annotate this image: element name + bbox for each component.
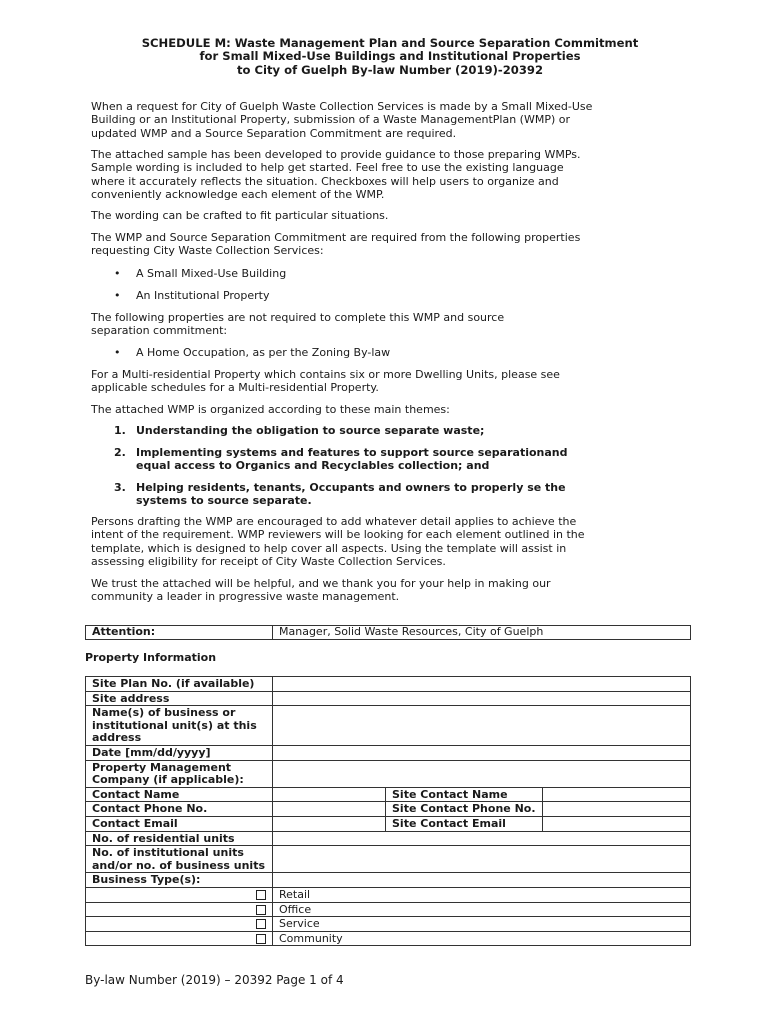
site-contact-phone-field[interactable] — [543, 802, 691, 817]
pm-company-field[interactable] — [273, 760, 691, 787]
bullet-icon: • — [114, 267, 121, 280]
business-types-spacer — [273, 873, 691, 888]
retail-checkbox[interactable] — [256, 890, 266, 900]
attention-table — [85, 625, 691, 640]
property-information-heading: Property Information — [85, 651, 217, 664]
bullet-item: • An Institutional Property — [114, 289, 270, 302]
contact-name-field[interactable] — [273, 787, 386, 802]
service-checkbox[interactable] — [256, 919, 266, 929]
residential-units-label: No. of residential units — [86, 831, 273, 846]
bullet-item: • A Home Occupation, as per the Zoning By-law — [114, 346, 391, 359]
intro-paragraph-8: Persons drafting the WMP are encouraged to add whatever detail applies to achieve the intent of the requirement. WMP reviewers will be looking for each element outlined in the template, which is designed to help cover all aspects. Using the template will assist in assessing eligibility for receipt of City Waste Collection Services. — [91, 515, 585, 569]
residential-units-field[interactable] — [273, 831, 691, 846]
intro-paragraph-1: When a request for City of Guelph Waste Collection Services is made by a Small Mixed-Use Building or an Institutional Property, submission of a Waste ManagementPlan (WMP) or updated WMP and a Source Separation Commitment are required. — [91, 100, 593, 140]
community-checkbox-cell — [86, 931, 273, 946]
retail-checkbox-cell — [86, 887, 273, 902]
business-names-label: Name(s) of business or institutional unit(s) at this address — [86, 706, 273, 746]
office-checkbox-cell — [86, 902, 273, 917]
title-line-3: to City of Guelph By-law Number (2019)-20392 — [236, 62, 544, 77]
community-checkbox[interactable] — [256, 934, 266, 944]
site-contact-phone-label: Site Contact Phone No. — [386, 802, 543, 817]
service-option: Service — [273, 917, 691, 932]
institutional-units-field[interactable] — [273, 846, 691, 873]
site-address-field[interactable] — [273, 691, 691, 706]
contact-phone-label: Contact Phone No. — [86, 802, 273, 817]
date-label: Date [mm/dd/yyyy] — [86, 745, 273, 760]
intro-paragraph-7: The attached WMP is organized according to these main themes: — [91, 403, 450, 416]
service-checkbox-cell — [86, 917, 273, 932]
site-plan-field[interactable] — [273, 677, 691, 692]
document-title — [60, 37, 720, 77]
attention-value: Manager, Solid Waste Resources, City of Guelph — [273, 626, 691, 640]
site-contact-email-label: Site Contact Email — [386, 816, 543, 831]
contact-phone-field[interactable] — [273, 802, 386, 817]
site-contact-email-field[interactable] — [543, 816, 691, 831]
site-contact-name-field[interactable] — [543, 787, 691, 802]
document-page: SCHEDULE M: Waste Management Plan and Source Separation Commitment for Small Mixed-Use Buildings and Institutional Properties to City of Guelph By-law Number (2019)-20392 When a request for City of Guelph Waste Collection Services is made by a Small Mixed-Use Building or an Institutional Property, submission of a Waste ManagementPlan (WMP) or updated WMP and a Source Separation Commitment are required. The attached sample has been developed to provide guidance to those preparing WMPs. Sample wording is included to help get started. Feel free to use the existing language where it accurately reflects the situation. Checkboxes will help users to organize and conveniently acknowledge each element of the WMP. The wording can be crafted to fit particular situations. The WMP and Source Separation Commitment are required from the following properties requesting City Waste Collection Services: • A Small Mixed-Use Building • An Institutional Property The following properties are not required to complete this WMP and source separation commitment: • A Home Occupation, as per the Zoning By-law For a Multi-residential Property which contains six or more Dwelling Units, please see applicable schedules for a Multi-residential Property. The attached WMP is organized according to these main themes: 1. Understanding the obligation to source separate waste; 2. Implementing systems and features to support source separationand equal access to Organics and Recyclables collection; and 3. Helping residents, tenants, Occupants and owners to properly se the systems to source separate. Persons drafting the WMP are encouraged to add whatever detail applies to achieve the intent of the requirement. WMP reviewers will be looking for each element outlined in the template, which is designed to help cover all aspects. Using the template will assist in assessing eligibility for receipt of City Waste Collection Services. We trust the attached will be helpful, and we thank you for your help in making our community a leader in progressive waste management. Attention: Manager, Solid Waste Resources, City of Guelph Property Information Site Plan No. (if available) Site address Name(s) of business or institutional unit(s) at this address Date [mm/dd/yyyy] Property Management Company (if applicable): Contact Name Site Contact Name Contact Phone No. Site Contact Phone No. Contact Email Site Contact Email No. of residential units No. of institutional units and/or no. of business units Business Type(s): Retail Office Service Community By-law Number (2019) – 20392 Page 1 of 4 — [0, 0, 770, 1024]
site-plan-label: Site Plan No. (if available) — [86, 677, 273, 692]
bullet-icon: • — [114, 289, 121, 302]
bullet-icon: • — [114, 346, 121, 359]
intro-paragraph-5: The following properties are not required to complete this WMP and source separation commitment: — [91, 311, 505, 338]
site-contact-name-label: Site Contact Name — [386, 787, 543, 802]
title-line-1: SCHEDULE M: Waste Management Plan and Source Separation Commitment — [141, 36, 639, 50]
business-types-label: Business Type(s): — [86, 873, 273, 888]
business-names-field[interactable] — [273, 706, 691, 746]
date-field[interactable] — [273, 745, 691, 760]
contact-email-label: Contact Email — [86, 816, 273, 831]
community-option: Community — [273, 931, 691, 946]
retail-option: Retail — [273, 887, 691, 902]
site-address-label: Site address — [86, 691, 273, 706]
intro-paragraph-6: For a Multi-residential Property which contains six or more Dwelling Units, please see applicable schedules for a Multi-residential Property. — [91, 368, 560, 395]
office-option: Office — [273, 902, 691, 917]
intro-paragraph-9: We trust the attached will be helpful, and we thank you for your help in making our community a leader in progressive waste management. — [91, 577, 551, 604]
intro-paragraph-3: The wording can be crafted to fit particular situations. — [91, 209, 389, 222]
attention-label: Attention: — [86, 626, 273, 640]
pm-company-label: Property Management Company (if applicable): — [86, 760, 273, 787]
property-information-table — [85, 676, 691, 946]
title-line-2: for Small Mixed-Use Buildings and Institutional Properties — [199, 49, 581, 64]
contact-name-label: Contact Name — [86, 787, 273, 802]
page-footer: By-law Number (2019) – 20392 Page 1 of 4 — [85, 973, 344, 987]
bullet-item: • A Small Mixed-Use Building — [114, 267, 287, 280]
institutional-units-label: No. of institutional units and/or no. of business units — [86, 846, 273, 873]
intro-paragraph-2: The attached sample has been developed to provide guidance to those preparing WMPs. Sample wording is included to help get started. Feel free to use the existing language where it accurately reflects the situation. Checkboxes will help users to organize and conveniently acknowledge each element of the WMP. — [91, 148, 581, 202]
contact-email-field[interactable] — [273, 816, 386, 831]
intro-paragraph-4: The WMP and Source Separation Commitment are required from the following properties requesting City Waste Collection Services: — [91, 231, 581, 258]
office-checkbox[interactable] — [256, 905, 266, 915]
